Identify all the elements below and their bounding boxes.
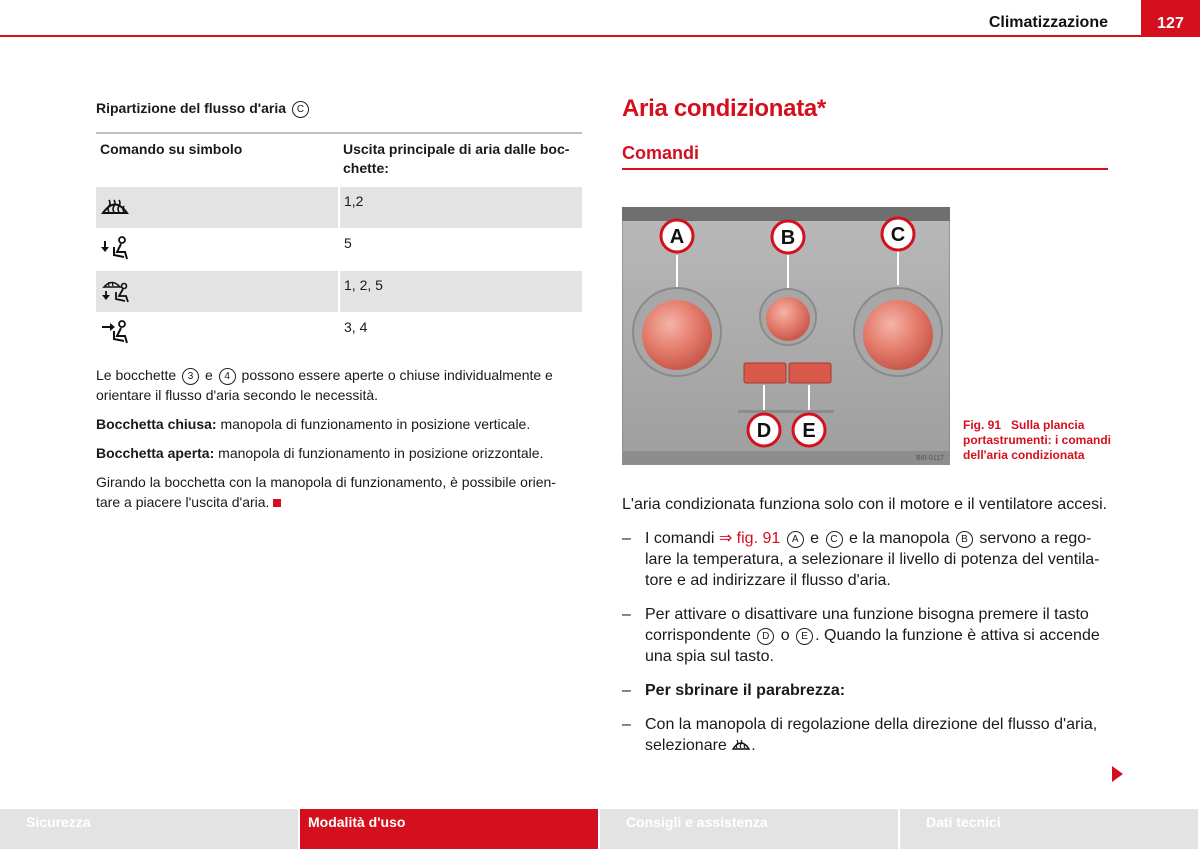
figure-link[interactable]: ⇒ fig. 91 xyxy=(718,530,781,547)
header-rule xyxy=(0,35,1200,37)
intro-paragraph: L'aria condizionata funziona solo con il motore e il ventilatore accesi. xyxy=(622,496,1108,513)
table-cell: 3, 4 xyxy=(339,313,582,355)
ref-circle-e: E xyxy=(796,628,813,645)
fan-speed-knob[interactable] xyxy=(766,297,810,341)
table-row xyxy=(96,271,582,313)
svg-text:D: D xyxy=(756,420,772,442)
air-distribution-knob[interactable] xyxy=(863,300,933,370)
main-title: Aria condizionata* xyxy=(622,95,826,122)
paragraph: Le bocchette 3 e 4 possono essere aperte o chiuse individualmente e orientare il flusso d'aria secondo le necessità. xyxy=(96,366,553,403)
table-cell: 1,2 xyxy=(339,187,582,229)
figure-label-e xyxy=(793,414,825,446)
defrost-footwell-icon xyxy=(100,277,130,303)
list-item: – Con la manopola di regolazione della direzione del flusso d'aria, selezionare . xyxy=(622,716,1098,754)
svg-text:C: C xyxy=(890,224,906,246)
left-column xyxy=(96,100,582,521)
right-column xyxy=(622,95,1108,170)
footer-tab-sicurezza[interactable]: Sicurezza xyxy=(0,809,300,849)
ac-button[interactable] xyxy=(789,363,831,383)
table-header: Uscita principale di aria dalle boc- chette: xyxy=(339,133,582,187)
table-header: Comando su simbolo xyxy=(96,133,339,187)
table-row xyxy=(96,187,582,229)
figure-code: B6I-0117 xyxy=(916,455,944,462)
recirculation-button[interactable] xyxy=(744,363,786,383)
ref-circle-3: 3 xyxy=(182,368,199,385)
figure-label-c xyxy=(882,218,914,250)
right-body-text xyxy=(622,494,1108,769)
end-of-section-marker xyxy=(273,499,281,507)
list-item: – Per sbrinare il parabrezza: xyxy=(622,682,846,699)
footer-tab-dati-tecnici[interactable]: Dati tecnici xyxy=(900,809,1200,849)
figure-label-a xyxy=(661,220,693,252)
figure-label-d xyxy=(748,414,780,446)
svg-text:B: B xyxy=(780,227,796,249)
table-header-row xyxy=(96,133,582,187)
table-cell: 1, 2, 5 xyxy=(339,271,582,313)
ref-circle-b: B xyxy=(956,531,973,548)
ref-circle-d: D xyxy=(757,628,774,645)
ref-circle-c: C xyxy=(292,101,309,118)
footwell-air-icon xyxy=(100,235,130,261)
section-title: Ripartizione del flusso d'aria C xyxy=(96,100,582,118)
list-item: – Per attivare o disattivare una funzione bisogna premere il tasto corrispondente D o E . Quando la funzione è attiva si accende una spia sul tasto. xyxy=(622,606,1100,665)
chapter-title: Climatizzazione xyxy=(988,14,1108,31)
left-body-text xyxy=(96,365,582,512)
ref-circle-c: C xyxy=(826,531,843,548)
figure-caption: Fig. 91 Sulla plancia portastrumenti: i comandi dell'aria condizionata xyxy=(963,418,1112,462)
paragraph: Girando la bocchetta con la manopola di funzionamento, è possibile orien- tare a piacere l'uscita d'aria. xyxy=(96,473,556,510)
table-cell: 5 xyxy=(339,229,582,271)
footer-tab-modalita-uso[interactable]: Modalità d'uso xyxy=(300,809,600,849)
temperature-knob[interactable] xyxy=(642,300,712,370)
paragraph: Bocchetta aperta: manopola di funzionamento in posizione orizzontale. xyxy=(96,444,544,461)
windshield-defrost-icon xyxy=(100,193,130,219)
footer-nav xyxy=(0,809,1200,849)
table-row xyxy=(96,313,582,355)
airflow-table xyxy=(96,132,582,355)
ac-controls-figure xyxy=(622,207,950,465)
face-air-icon xyxy=(100,319,130,345)
continue-arrow-icon[interactable] xyxy=(1112,766,1123,782)
paragraph: Bocchetta chiusa: manopola di funzionamento in posizione verticale. xyxy=(96,415,531,432)
page-number: 127 xyxy=(1141,0,1200,37)
list-item: – I comandi ⇒ fig. 91 A e C e la manopola B servono a rego- lare la temperatura, a selezionare il livello di potenza del ventila- tore e ad indirizzare il flusso d'aria. xyxy=(622,530,1100,589)
ref-circle-a: A xyxy=(787,531,804,548)
sub-title: Comandi xyxy=(622,143,1108,170)
figure-label-b xyxy=(772,221,804,253)
ref-circle-4: 4 xyxy=(219,368,236,385)
svg-text:A: A xyxy=(669,226,685,248)
windshield-defrost-icon xyxy=(731,736,751,752)
footer-tab-consigli[interactable]: Consigli e assistenza xyxy=(600,809,900,849)
svg-text:E: E xyxy=(802,420,816,442)
table-row xyxy=(96,229,582,271)
